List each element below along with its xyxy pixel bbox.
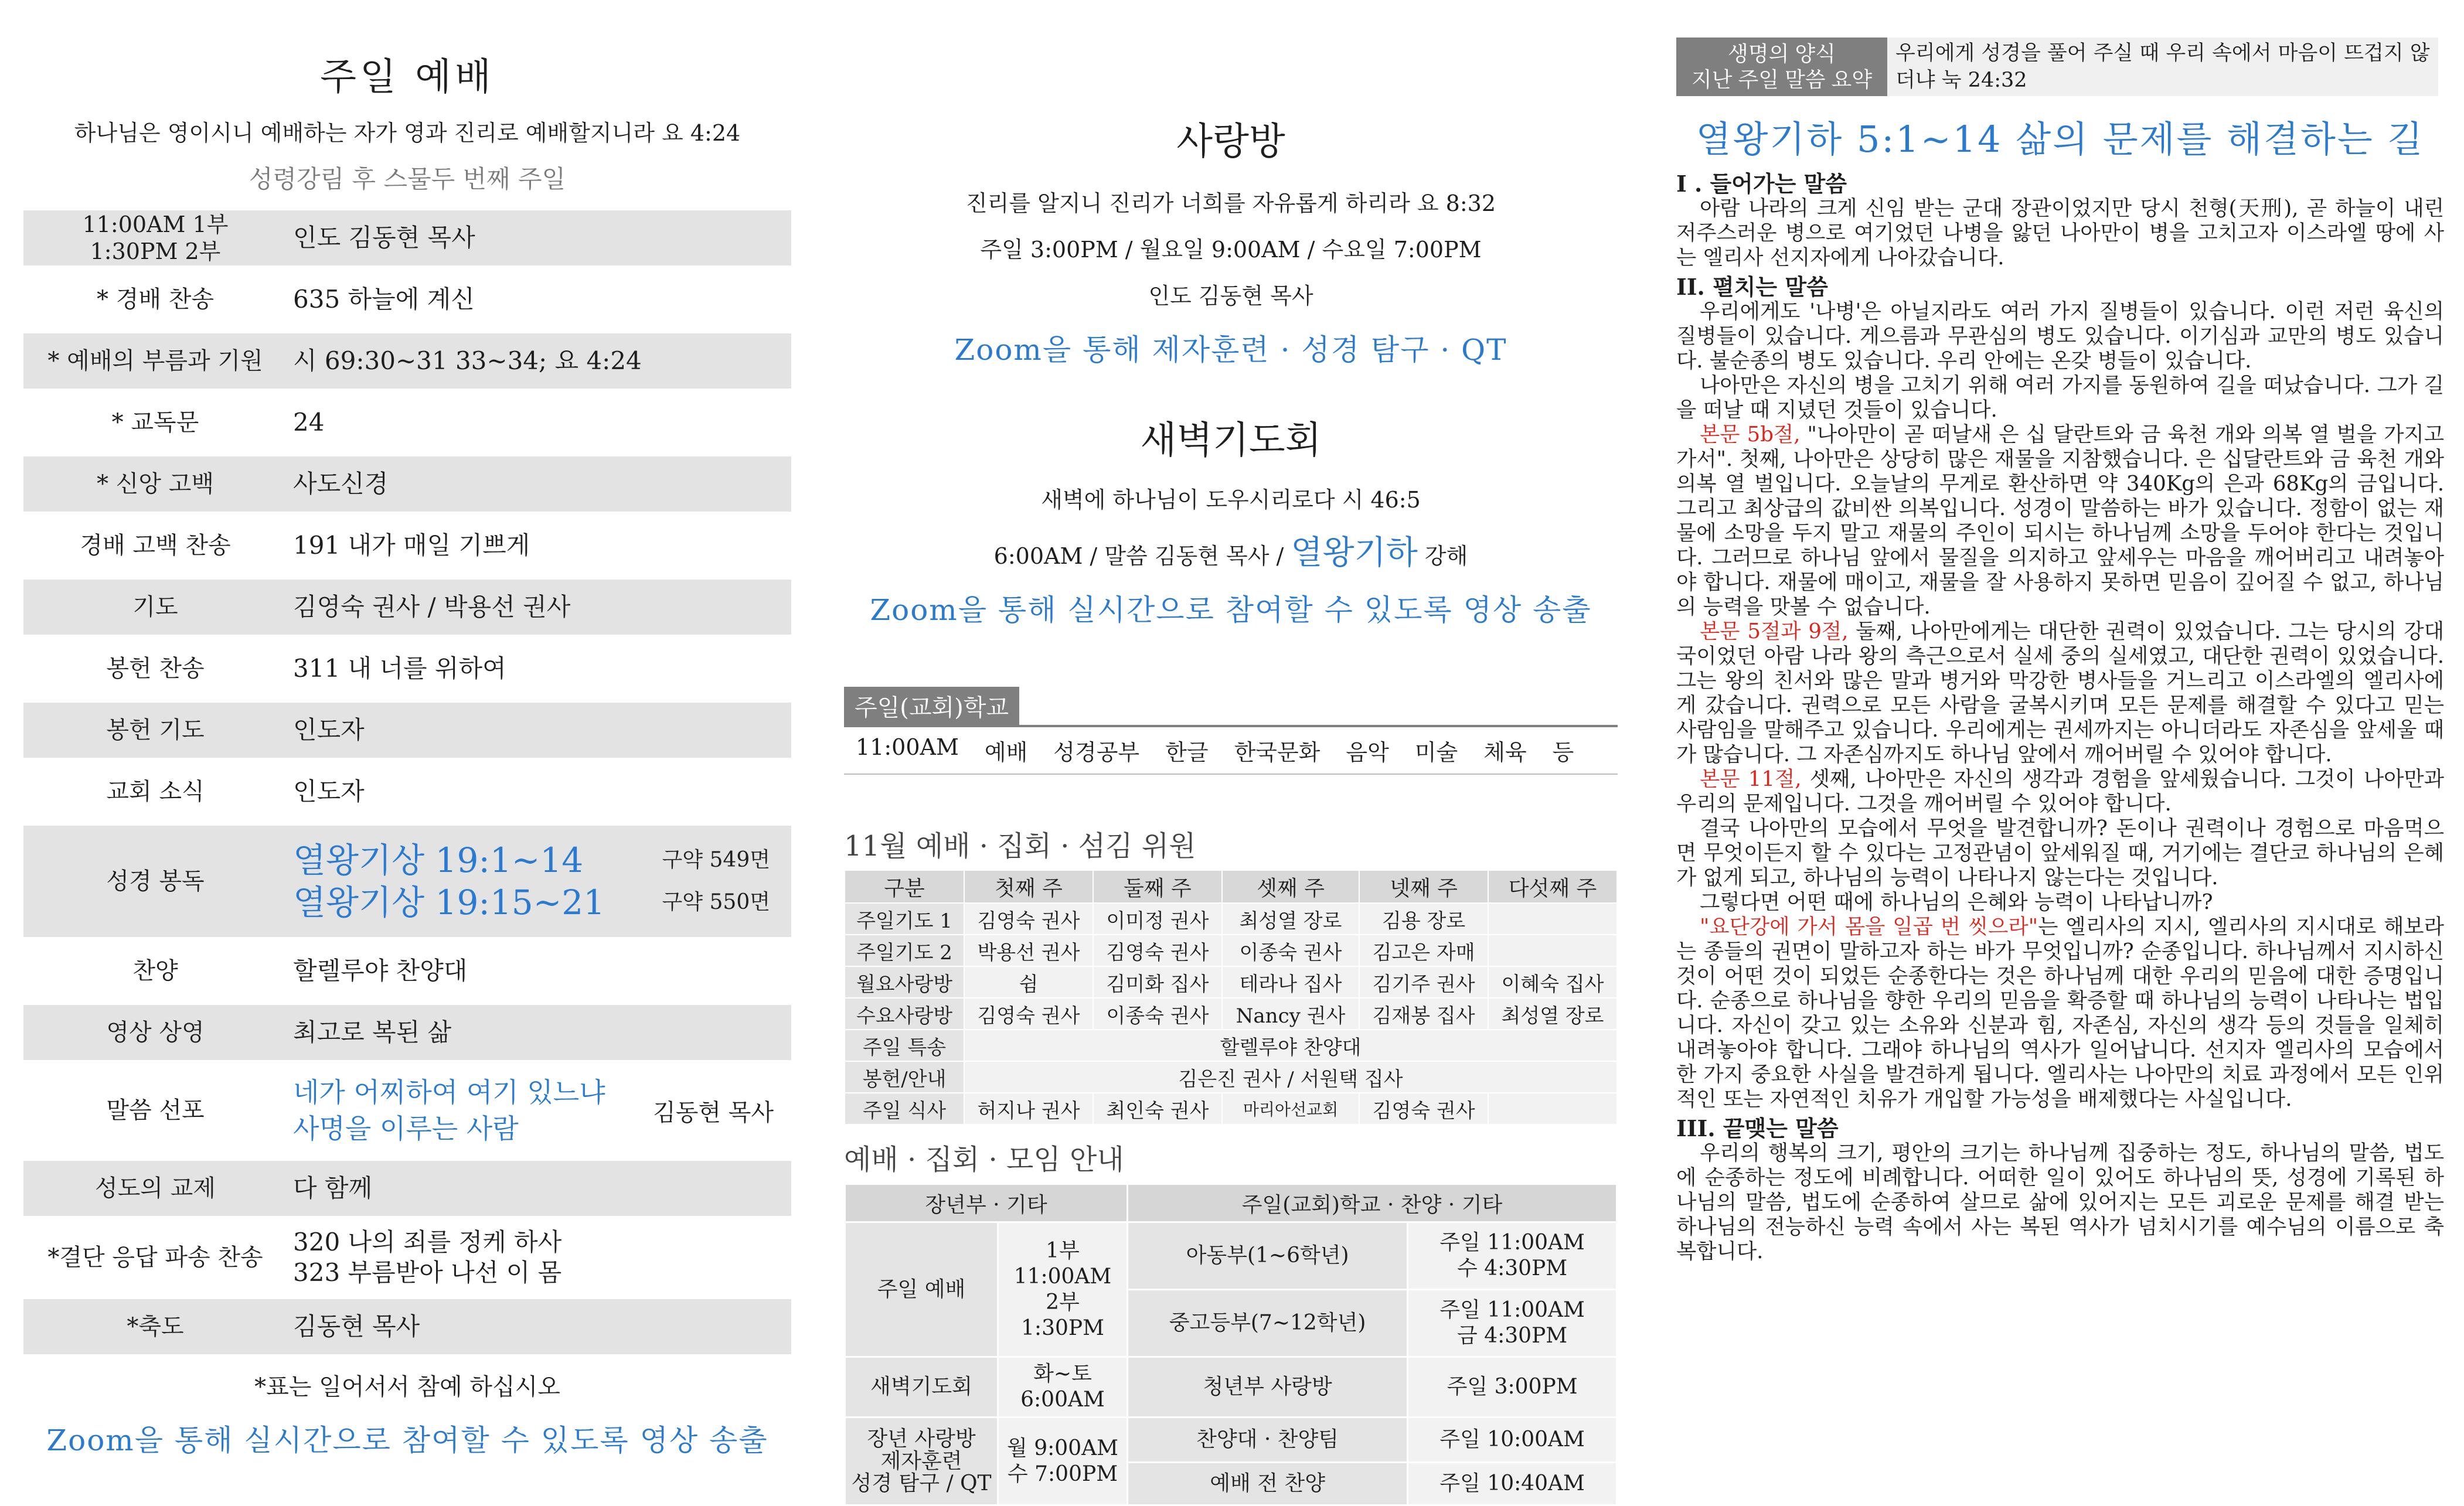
order-label: 봉헌 기도 xyxy=(106,717,205,744)
sarangbang-zoom: Zoom을 통해 제자훈련 · 성경 탐구 · QT xyxy=(954,333,1507,367)
paragraph-text: 둘째, 나아만에게는 대단한 권력이 있었습니다. 그는 당시의 강대국이었던 아람 나라 왕의 측근으로서 실세 중의 실세였고, 대단한 권력이 있었습니다. 그는 왕의 친서와 많은 말과 병거와 막강한 병사들을 거느리고 이스라엘의 엘리사에게 갔습니다. 권력으로 모든 사람을 굴복시키며 모든 문제를 해결할 수 있다고 믿는 사람임을 말해주고 있습니다. 우리에게는 권세까지는 아니더라도 자존심을 앞세울 때가 많습니다. 그 자존심까지도 하나님 앞에서 깨어버릴 수 있어야 합니다. xyxy=(1676,619,2444,766)
guide-cell: 화~토 6:00AM xyxy=(998,1357,1128,1418)
duty-cell: 김미화 집사 xyxy=(1093,966,1222,998)
duty-cell: 허지나 권사 xyxy=(964,1093,1093,1125)
duty-cell: 김은진 권사 / 서원택 집사 xyxy=(964,1061,1617,1093)
guide-cell: 주일 10:00AM xyxy=(1408,1418,1617,1463)
dawn-time: 6:00AM / 말씀 김동현 목사 / xyxy=(993,543,1284,569)
duty-header: 셋째 주 xyxy=(1222,870,1359,903)
duty-cell: 주일 특송 xyxy=(845,1030,964,1061)
duty-header: 둘째 주 xyxy=(1093,870,1222,903)
order-value: 최고로 복된 삶 xyxy=(293,1018,452,1047)
worship-title: 주일 예배 xyxy=(320,56,495,99)
school-item: 등 xyxy=(1552,740,1574,765)
school-item: 예배 xyxy=(984,740,1028,765)
table-row xyxy=(845,1061,1617,1093)
order-value: 다 함께 xyxy=(293,1174,373,1202)
order-value: 인도자 xyxy=(293,715,365,744)
table-row xyxy=(845,1418,1617,1463)
table-row xyxy=(845,966,1617,998)
paragraph-text: "나아만이 곧 떠날새 은 십 달란트와 금 육천 개와 의복 열 벌을 가지고 가서". 첫째, 나아만은 상당히 많은 재물을 지참했습니다. 은 십달란트와 금 육천 개와 의복 열 벌입니다. 오늘날의 무게로 환산하면 약 340Kg의 은과 68Kg의 금입니다. 그리고 최상급의 값비싼 의복입니다. 성경이 말씀하는 바가 있습니다. 정함이 없는 재물에 소망을 두지 말고 재물의 주인이 되시는 하나님께 소망을 두어야 한다는 것입니다. 그러므로 하나님 앞에서 물질을 의지하고 앞세우는 마음을 깨어버리고 내려놓아야 합니다. 재물에 매이고, 재물을 잘 사용하지 못하면 믿음이 깊어질 수 없고, 하나님의 능력을 맛볼 수 없습니다. xyxy=(1676,423,2444,619)
duty-cell: 최성열 장로 xyxy=(1488,998,1617,1030)
guide-cell: 중고등부(7~12학년) xyxy=(1128,1290,1408,1357)
worship-verse: 하나님은 영이시니 예배하는 자가 영과 진리로 예배할지니라 요 4:24 xyxy=(74,120,741,146)
order-row-sermon xyxy=(23,1067,791,1154)
order-label: 성도의 교제 xyxy=(95,1175,216,1202)
paragraph-text: 는 엘리사의 지시, 엘리사의 지시대로 해보라는 종들의 권면이 말하고자 하는 바가 무엇입니까? 순종입니다. 하나님께서 지시하신 것이 어떤 것이 되었든 순종한다는 것은 하나님께 대한 우리의 믿음에 대한 증명입니다. 순종으로 하나님을 향한 우리의 믿음을 확증할 때 하나님의 능력이 나타나는 법입니다. 자신이 갖고 있는 소유와 신분과 힘, 자존심, 자신의 생각 등의 것들을 일체히 내려놓아야 합니다. 그래야 하나님의 역사가 일어납니다. 선지자 엘리사의 모습에서 한 가지 중요한 사실을 발견하게 됩니다. 엘리사는 나아만의 치료 과정에서 모든 인위적인 또는 자연적인 치유가 개입할 가능성을 배제했다는 사실입니다. xyxy=(1676,915,2445,1111)
order-label: * 신앙 고백 xyxy=(97,471,214,498)
duty-header: 다섯째 주 xyxy=(1488,870,1617,903)
paragraph-text: 셋째, 나아만은 자신의 생각과 경험을 앞세웠습니다. 그것이 나아만과 우리의 문제입니다. 그것을 깨어버릴 수 있어야 합니다. xyxy=(1676,767,2444,816)
duty-cell xyxy=(1488,1093,1617,1125)
order-value: 635 하늘에 계신 xyxy=(293,285,475,314)
duty-cell: 김용 장로 xyxy=(1359,903,1488,935)
duty-cell: 주일기도 2 xyxy=(845,935,964,966)
scripture-reading-1: 열왕기상 19:1~14 xyxy=(293,840,584,880)
sarangbang-leader: 인도 김동현 목사 xyxy=(1148,283,1313,309)
guide-cell: 주일 3:00PM xyxy=(1408,1357,1617,1418)
order-row xyxy=(23,1299,791,1354)
paragraph: 우리에게도 '나병'은 아닐지라도 여러 가지 질병들이 있습니다. 이런 저런 육신의 질병들이 있습니다. 게으름과 무관심의 병도 있습니다. 이기심과 교만의 병도 있습니다. 불순종의 병도 있습니다. 우리 안에는 온갖 병들이 있습니다. xyxy=(1676,299,2444,373)
paragraph xyxy=(1676,423,2444,619)
order-label: 기도 xyxy=(132,594,178,621)
sermon-summary-body xyxy=(1676,172,2444,1264)
order-value: 311 내 너를 위하여 xyxy=(293,654,506,683)
duty-cell xyxy=(1488,903,1617,935)
sermon-summary-title: 열왕기하 5:1~14 삶의 문제를 해결하는 길 xyxy=(1696,118,2425,161)
duty-cell: Nancy 권사 xyxy=(1222,998,1359,1030)
duty-cell: 수요사랑방 xyxy=(845,998,964,1030)
duty-cell: 주일 식사 xyxy=(845,1093,964,1125)
order-value: 할렐루야 찬양대 xyxy=(293,956,468,985)
table-row xyxy=(845,1030,1617,1061)
school-item: 한국문화 xyxy=(1234,740,1321,765)
dawn-title: 새벽기도회 xyxy=(1140,419,1322,462)
order-value: 김동현 목사 xyxy=(293,1312,420,1341)
sunday-school-items xyxy=(844,727,1618,774)
guide-cell: 주일 11:00AM 수 4:30PM xyxy=(1408,1222,1617,1290)
scripture-reading-2: 열왕기상 19:15~21 xyxy=(293,883,605,922)
order-row xyxy=(23,703,791,758)
sermon-title: 네가 어찌하여 여기 있느냐 사명을 이루는 사람 xyxy=(293,1076,605,1144)
sarangbang-title: 사랑방 xyxy=(1176,120,1285,163)
duty-cell: 김재봉 집사 xyxy=(1359,998,1488,1030)
duty-cell: 이미정 권사 xyxy=(1093,903,1222,935)
duty-title: 11월 예배 · 집회 · 섬김 위원 xyxy=(844,830,1196,863)
duty-cell: 주일기도 1 xyxy=(845,903,964,935)
sermon-summary-column xyxy=(1676,0,2444,1494)
paragraph: 그렇다면 어떤 때에 하나님의 은혜와 능력이 나타납니까? xyxy=(1700,890,2213,914)
duty-cell: 김기주 권사 xyxy=(1359,966,1488,998)
order-label: 봉헌 찬송 xyxy=(106,655,205,682)
order-row xyxy=(23,1005,791,1060)
duty-cell: 이혜숙 집사 xyxy=(1488,966,1617,998)
guide-cell: 주일 10:40AM xyxy=(1408,1463,1617,1505)
table-row xyxy=(845,998,1617,1030)
order-label: 말씀 선포 xyxy=(106,1097,205,1124)
duty-section xyxy=(844,823,1618,1125)
order-label: 영상 상영 xyxy=(106,1019,205,1046)
sunday-school-label: 주일(교회)학교 xyxy=(844,687,1019,725)
sarangbang-section xyxy=(844,111,1618,369)
sarangbang-verse: 진리를 알지니 진리가 너희를 자유롭게 하리라 요 8:32 xyxy=(965,190,1496,216)
scripture-page-2: 구약 550면 xyxy=(662,890,770,914)
duty-cell: 김영숙 권사 xyxy=(964,998,1093,1030)
scripture-pages xyxy=(662,839,791,924)
order-row xyxy=(23,395,791,450)
order-row xyxy=(23,1222,791,1293)
dawn-zoom: Zoom을 통해 실시간으로 참여할 수 있도록 영상 송출 xyxy=(870,593,1592,627)
dawn-schedule xyxy=(844,527,1618,574)
order-value: 191 내가 매일 기쁘게 xyxy=(293,531,530,560)
guide-cell: 청년부 사랑방 xyxy=(1128,1357,1408,1418)
guide-table xyxy=(844,1183,1618,1506)
duty-cell: 쉼 xyxy=(964,966,1093,998)
dawn-suffix: 강해 xyxy=(1424,543,1468,569)
scripture-readings xyxy=(287,839,662,924)
duty-cell xyxy=(1488,935,1617,966)
order-label: * 경배 찬송 xyxy=(97,286,214,313)
duty-cell: 이종숙 권사 xyxy=(1222,935,1359,966)
table-row xyxy=(845,1357,1617,1418)
order-label: * 예배의 부름과 기원 xyxy=(47,347,263,374)
verse-quote: "요단강에 가서 몸을 일곱 번 씻으라" xyxy=(1700,915,2038,939)
section-heading: II. 펼치는 말씀 xyxy=(1676,274,1828,300)
order-row xyxy=(23,580,791,635)
order-value: 인도자 xyxy=(293,777,365,806)
duty-header-row xyxy=(845,870,1617,903)
zoom-notice: Zoom을 통해 실시간으로 참여할 수 있도록 영상 송출 xyxy=(46,1423,768,1457)
duty-cell: 마리아선교회 xyxy=(1222,1093,1359,1125)
order-row-scripture xyxy=(23,826,791,937)
duty-header: 넷째 주 xyxy=(1359,870,1488,903)
paragraph xyxy=(1676,619,2444,767)
school-item: 11:00AM xyxy=(856,734,959,760)
order-label: 11:00AM 1부 1:30PM 2부 xyxy=(82,212,229,264)
guide-cell: 주일 예배 xyxy=(845,1222,998,1357)
order-row xyxy=(23,210,791,265)
order-value: 24 xyxy=(293,408,325,437)
school-item: 체육 xyxy=(1483,740,1527,765)
duty-cell: 할렐루야 찬양대 xyxy=(964,1030,1617,1061)
duty-cell: 김영숙 권사 xyxy=(1359,1093,1488,1125)
order-label: 경배 고백 찬송 xyxy=(80,532,231,559)
verse-ref: 본문 5b절, xyxy=(1700,423,1801,447)
paragraph: 아람 나라의 크게 신임 받는 군대 장관이었지만 당시 천형(天刑), 곧 하늘이 내린 저주스러운 병으로 여기었던 나병을 앓던 나아만이 병을 고치고자 이스라엘 땅에 사는 엘리사 선지자에게 나아갔습니다. xyxy=(1676,196,2444,270)
guide-cell: 아동부(1~6학년) xyxy=(1128,1222,1408,1290)
order-label: 찬양 xyxy=(132,958,178,984)
paragraph: 우리의 행복의 크기, 평안의 크기는 하나님께 집중하는 정도, 하나님의 말씀, 법도에 순종하는 정도에 비례합니다. 어떠한 일이 있어도 하나님의 뜻, 성경에 기록된 하나님의 말씀, 법도에 순종하여 살므로 삶에 있어지는 모든 괴로운 문제를 해결 받는 하나님의 전능하신 능력 속에서 사는 복된 역사가 넘치시기를 예수님의 이름으로 축복합니다. xyxy=(1676,1141,2444,1263)
paragraph: 결국 나아만의 모습에서 무엇을 발견합니까? 돈이나 권력이나 경험으로 마음먹으면 무엇이든지 할 수 있다는 고정관념이 앞세워질 때, 거기에는 결단코 하나님의 은혜가 없게 되고, 하나님의 능력이 나타나지 않는다는 것입니다. xyxy=(1676,816,2444,890)
order-value: 시 69:30~31 33~34; 요 4:24 xyxy=(293,346,642,375)
gatherings-column xyxy=(844,0,1618,1494)
guide-cell: 1부 11:00AM 2부 1:30PM xyxy=(998,1222,1128,1357)
table-row xyxy=(845,1222,1617,1290)
duty-table xyxy=(844,870,1618,1125)
guide-header-row xyxy=(845,1184,1617,1222)
guide-cell: 주일 11:00AM 금 4:30PM xyxy=(1408,1290,1617,1357)
order-value: 인도 김동현 목사 xyxy=(293,223,475,252)
guide-cell: 예배 전 찬양 xyxy=(1128,1463,1408,1505)
order-row xyxy=(23,333,791,389)
order-label: *결단 응답 파송 찬송 xyxy=(47,1244,263,1271)
worship-subtitle: 성령강림 후 스물두 번째 주일 xyxy=(249,165,566,193)
duty-cell: 김고은 자매 xyxy=(1359,935,1488,966)
order-value: 320 나의 죄를 정케 하사 323 부름받아 나선 이 몸 xyxy=(293,1228,562,1287)
guide-header-right: 주일(교회)학교 · 찬양 · 기타 xyxy=(1128,1184,1617,1222)
dawn-verse: 새벽에 하나님이 도우시리로다 시 46:5 xyxy=(1041,487,1421,513)
divider xyxy=(844,774,1618,775)
duty-cell: 테라나 집사 xyxy=(1222,966,1359,998)
duty-header: 첫째 주 xyxy=(964,870,1093,903)
school-item: 성경공부 xyxy=(1053,740,1140,765)
school-item: 음악 xyxy=(1346,740,1389,765)
header-label-2: 지난 주일 말씀 요약 xyxy=(1691,67,1873,91)
order-value: 사도신경 xyxy=(293,469,389,498)
guide-cell: 장년 사랑방 제자훈련 성경 탐구 / QT xyxy=(845,1418,998,1505)
order-label: *축도 xyxy=(127,1313,184,1340)
duty-cell: 박용선 권사 xyxy=(964,935,1093,966)
order-label: 교회 소식 xyxy=(106,778,205,805)
paragraph xyxy=(1676,915,2444,1112)
duty-cell: 최성열 장로 xyxy=(1222,903,1359,935)
guide-section xyxy=(844,1137,1618,1506)
duty-cell: 월요사랑방 xyxy=(845,966,964,998)
duty-cell: 김영숙 권사 xyxy=(964,903,1093,935)
guide-title: 예배 · 집회 · 모임 안내 xyxy=(844,1143,1124,1176)
sarangbang-times: 주일 3:00PM / 월요일 9:00AM / 수요일 7:00PM xyxy=(980,237,1482,263)
order-row xyxy=(23,518,791,573)
duty-cell: 김영숙 권사 xyxy=(1093,935,1222,966)
header-label-1: 생명의 양식 xyxy=(1728,42,1836,66)
order-row xyxy=(23,641,791,696)
order-value: 김영숙 권사 / 박용선 권사 xyxy=(293,592,571,621)
verse-ref: 본문 5절과 9절, xyxy=(1700,619,1849,643)
order-label: 성경 봉독 xyxy=(106,868,205,895)
guide-header-left: 장년부 · 기타 xyxy=(845,1184,1128,1222)
order-row xyxy=(23,943,791,999)
summary-header-label xyxy=(1676,38,1887,96)
order-row xyxy=(23,764,791,819)
duty-cell: 최인숙 권사 xyxy=(1093,1093,1222,1125)
standing-note: *표는 일어서서 참예 하십시오 xyxy=(254,1374,560,1401)
section-heading: I . 들어가는 말씀 xyxy=(1676,171,1847,197)
sermon-preacher: 김동현 목사 xyxy=(653,1099,774,1126)
duty-cell: 이종숙 권사 xyxy=(1093,998,1222,1030)
school-item: 미술 xyxy=(1414,740,1458,765)
order-row xyxy=(23,272,791,327)
paragraph: 나아만은 자신의 병을 고치기 위해 여러 가지를 동원하여 길을 떠났습니다. 그가 길을 떠날 때 지녔던 것들이 있습니다. xyxy=(1676,373,2444,422)
scripture-page-1: 구약 549면 xyxy=(662,848,770,872)
duty-cell: 봉헌/안내 xyxy=(845,1061,964,1093)
order-row xyxy=(23,1161,791,1216)
guide-cell: 새벽기도회 xyxy=(845,1357,998,1418)
dawn-prayer-section xyxy=(844,410,1618,629)
verse-ref: 본문 11절, xyxy=(1700,767,1802,791)
paragraph xyxy=(1676,767,2444,816)
table-row xyxy=(845,935,1617,966)
table-row xyxy=(845,903,1617,935)
section-heading: III. 끝맺는 말씀 xyxy=(1676,1115,1839,1142)
school-item: 한글 xyxy=(1165,740,1209,765)
table-row xyxy=(845,1093,1617,1125)
guide-cell: 찬양대 · 찬양팀 xyxy=(1128,1418,1408,1463)
order-row xyxy=(23,456,791,512)
guide-cell: 월 9:00AM 수 7:00PM xyxy=(998,1418,1128,1505)
summary-header-verse: 우리에게 성경을 풀어 주실 때 우리 속에서 마음이 뜨겁지 않더냐 눅 24:32 xyxy=(1887,38,2438,96)
order-label: * 교독문 xyxy=(111,409,199,436)
sunday-school-section xyxy=(844,687,1618,775)
dawn-book: 열왕기하 xyxy=(1291,534,1418,572)
duty-header: 구분 xyxy=(845,870,964,903)
worship-order-list xyxy=(23,210,791,1354)
worship-order-column xyxy=(23,0,791,1494)
summary-header xyxy=(1676,38,2438,96)
